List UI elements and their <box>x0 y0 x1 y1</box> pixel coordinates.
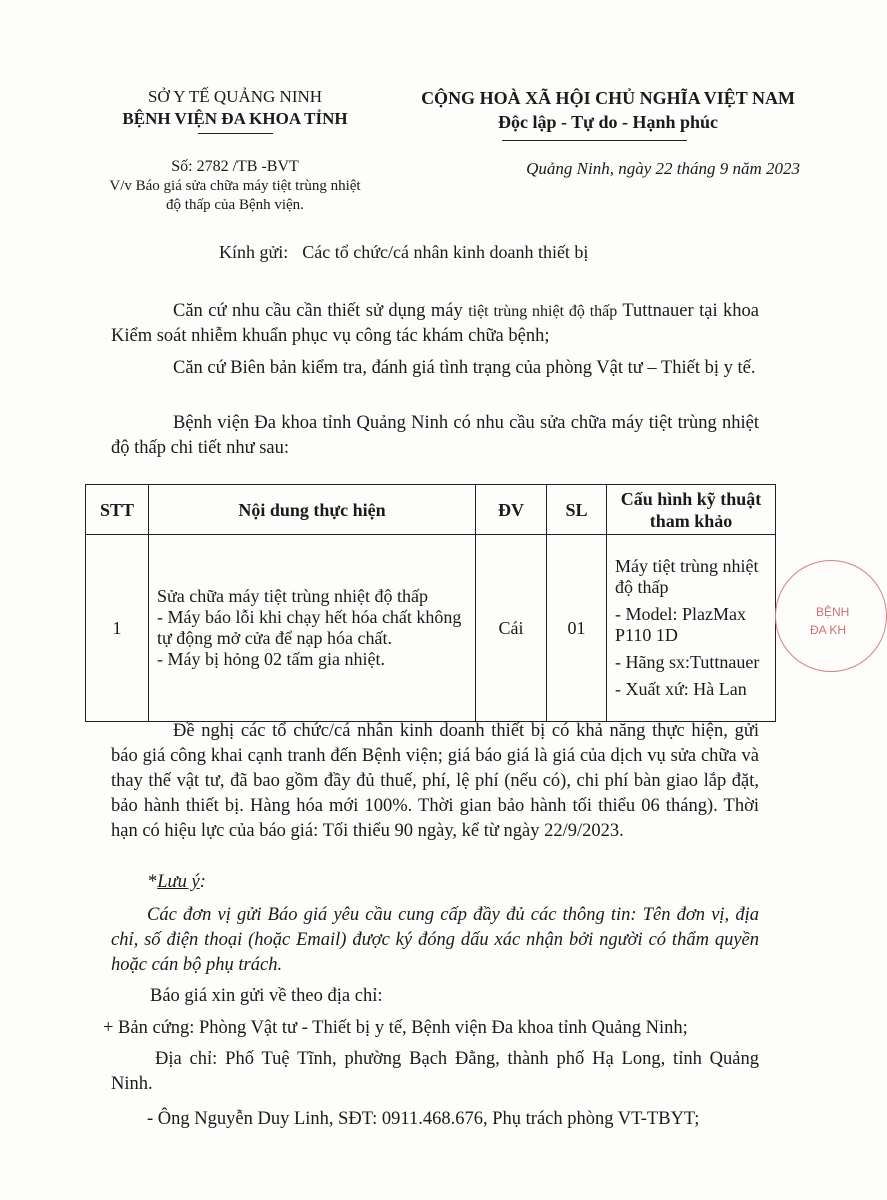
spec-line-2: - Model: PlazMax P110 1D <box>615 604 746 645</box>
note-heading <box>148 870 796 895</box>
content-line-1: Sửa chữa máy tiệt trùng nhiệt độ thấp <box>157 586 428 606</box>
hard-copy: + Bản cứng: Phòng Vật tư - Thiết bị y tế, Bệnh viện Đa khoa tỉnh Quảng Ninh; <box>103 1018 688 1038</box>
spec-line-3: - Hãng sx:Tuttnauer <box>615 652 760 672</box>
subject-line-1: V/v Báo giá sửa chữa máy tiệt trùng nhiệt <box>109 178 361 194</box>
header-spec: Cấu hình kỹ thuật tham khảo <box>607 485 776 535</box>
cell-stt: 1 <box>86 535 149 722</box>
note-star: * <box>148 872 158 892</box>
recipient-label: Kính gửi: <box>219 242 289 262</box>
stamp-line-2: ĐA KH <box>810 623 847 637</box>
note-text: Các đơn vị gửi Báo giá yêu cầu cung cấp đầy đủ các thông tin: Tên đơn vị, địa chỉ, số điện thoại (hoặc Email) được ký đóng dấu xác nhận bởi người có thẩm quyền hoặc cán bộ phụ trách. <box>111 905 759 975</box>
red-stamp <box>775 560 887 672</box>
paragraph-2: Căn cứ Biên bản kiểm tra, đánh giá tình trạng của phòng Vật tư – Thiết bị y tế. <box>173 358 756 378</box>
note-colon: : <box>199 872 206 892</box>
org-name: BỆNH VIỆN ĐA KHOA TỈNH <box>122 109 348 128</box>
header-stt: STT <box>86 485 149 535</box>
nation-motto: Độc lập - Tự do - Hạnh phúc <box>497 112 719 132</box>
cell-unit: Cái <box>476 535 547 722</box>
repair-table <box>85 484 776 722</box>
cell-spec <box>607 535 776 722</box>
contact: - Ông Nguyễn Duy Linh, SĐT: 0911.468.676, Phụ trách phòng VT-TBYT; <box>147 1109 700 1129</box>
spec-line-4: - Xuất xứ: Hà Lan <box>615 679 747 699</box>
table-row <box>86 535 776 722</box>
nation-title: CỘNG HOÀ XÃ HỘI CHỦ NGHĨA VIỆT NAM <box>421 88 795 108</box>
org-parent: SỞ Y TẾ QUẢNG NINH <box>147 87 323 106</box>
note-label: Lưu ý <box>157 872 200 892</box>
org-divider <box>198 133 273 134</box>
p1-part-c: Tuttnauer tại khoa Kiểm soát nhiễm khuẩn phục vụ công tác khám chữa bệnh; <box>111 301 760 346</box>
header-qty: SL <box>547 485 607 535</box>
doc-number: Số: 2782 /TB -BVT <box>171 158 299 175</box>
doc-date: Quảng Ninh, ngày 22 tháng 9 năm 2023 <box>526 159 800 178</box>
spec-line-1: Máy tiệt trùng nhiệt độ thấp <box>615 556 759 597</box>
org-header <box>85 86 385 130</box>
recipient <box>219 240 588 264</box>
recipient-value: Các tổ chức/cá nhân kinh doanh thiết bị <box>302 242 589 262</box>
doc-subject <box>70 177 400 215</box>
nation-header <box>398 86 818 134</box>
content-line-2: - Máy báo lỗi khi chạy hết hóa chất không tự động mở cửa để nạp hóa chất. <box>157 607 462 648</box>
cell-content <box>149 535 476 722</box>
send-to: Báo giá xin gửi về theo địa chỉ: <box>150 986 383 1006</box>
paragraph-3: Bệnh viện Đa khoa tỉnh Quảng Ninh có nhu cầu sửa chữa máy tiệt trùng nhiệt độ thấp chi tiết như sau: <box>111 413 759 458</box>
stamp-line-1: BỆNH <box>816 605 850 619</box>
paragraph-1 <box>111 299 759 349</box>
address: Địa chỉ: Phố Tuệ Tĩnh, phường Bạch Đằng, thành phố Hạ Long, tỉnh Quảng Ninh. <box>111 1049 759 1094</box>
header-unit: ĐV <box>476 485 547 535</box>
p1-part-a: Căn cứ nhu cầu cần thiết sử dụng máy <box>173 301 469 321</box>
content-line-3: - Máy bị hỏng 02 tấm gia nhiệt. <box>157 649 385 669</box>
header-content: Nội dung thực hiện <box>149 485 476 535</box>
p1-part-b: tiệt trùng nhiệt độ thấp <box>468 303 618 320</box>
paragraph-4: Đề nghị các tổ chức/cá nhân kinh doanh thiết bị có khả năng thực hiện, gửi báo giá công khai cạnh tranh đến Bệnh viện; giá báo giá là giá của dịch vụ sửa chữa và thay thế vật tư, đã bao gồm đầy đủ thuế, phí, lệ phí (nếu có), chi phí bàn giao lắp đặt, bảo hành thiết bị. Hàng hóa mới 100%. Thời gian bảo hành tối thiểu 06 tháng). Thời hạn có hiệu lực của báo giá: Tối thiểu 90 ngày, kể từ ngày 22/9/2023. <box>111 721 759 841</box>
cell-qty: 01 <box>547 535 607 722</box>
motto-divider <box>502 140 687 141</box>
table-header-row <box>86 485 776 535</box>
subject-line-2: độ thấp của Bệnh viện. <box>166 197 304 213</box>
